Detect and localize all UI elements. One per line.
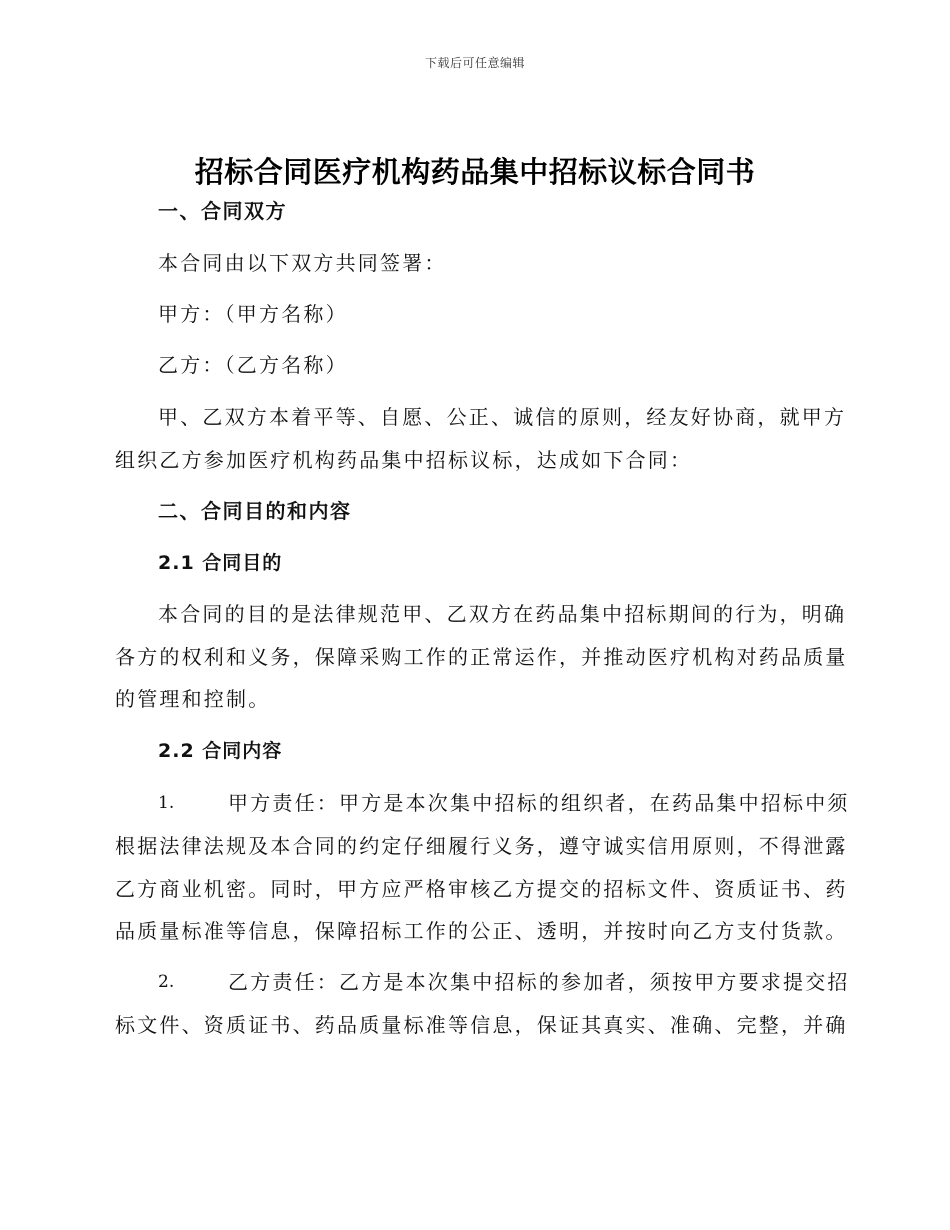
subheading-content: 2.2 合同内容 — [158, 740, 283, 762]
party-b-line: 乙方：（乙方名称） — [158, 353, 348, 377]
document-title: 招标合同医疗机构药品集中招标议标合同书 — [194, 155, 756, 189]
paragraph-line: 的管理和控制。 — [115, 687, 271, 711]
subheading-purpose: 2.1 合同目的 — [158, 552, 283, 574]
list-item-line: 乙方商业机密。同时，甲方应严格审核乙方提交的招标文件、资质证书、药 — [115, 877, 848, 901]
party-a-line: 甲方：（甲方名称） — [158, 302, 348, 326]
list-item-line: 标文件、资质证书、药品质量标准等信息，保证其真实、准确、完整，并确 — [115, 1013, 848, 1037]
section-heading-purpose-content: 二、合同目的和内容 — [158, 499, 352, 523]
paragraph-line: 各方的权利和义务，保障采购工作的正常运作，并推动医疗机构对药品质量 — [115, 645, 848, 669]
list-item-line: 根据法律法规及本合同的约定仔细履行义务，遵守诚实信用原则，不得泄露 — [115, 834, 848, 858]
header-note: 下载后可任意编辑 — [424, 56, 525, 70]
list-item-line: 品质量标准等信息，保障招标工作的公正、透明，并按时向乙方支付货款。 — [115, 919, 848, 943]
list-item-line: 甲方责任：甲方是本次集中招标的组织者，在药品集中招标中须 — [228, 791, 850, 815]
list-item-number: 1. — [158, 793, 175, 813]
paragraph-intro: 本合同由以下双方共同签署： — [158, 251, 447, 275]
paragraph-line: 组织乙方参加医疗机构药品集中招标议标，达成如下合同： — [115, 448, 693, 472]
list-item-line: 乙方责任：乙方是本次集中招标的参加者，须按甲方要求提交招 — [228, 970, 850, 994]
list-item-number: 2. — [158, 972, 175, 992]
paragraph-line: 甲、乙双方本着平等、自愿、公正、诚信的原则，经友好协商，就甲方 — [158, 405, 847, 429]
paragraph-line: 本合同的目的是法律规范甲、乙双方在药品集中招标期间的行为，明确 — [158, 602, 847, 626]
section-heading-parties: 一、合同双方 — [158, 199, 287, 223]
